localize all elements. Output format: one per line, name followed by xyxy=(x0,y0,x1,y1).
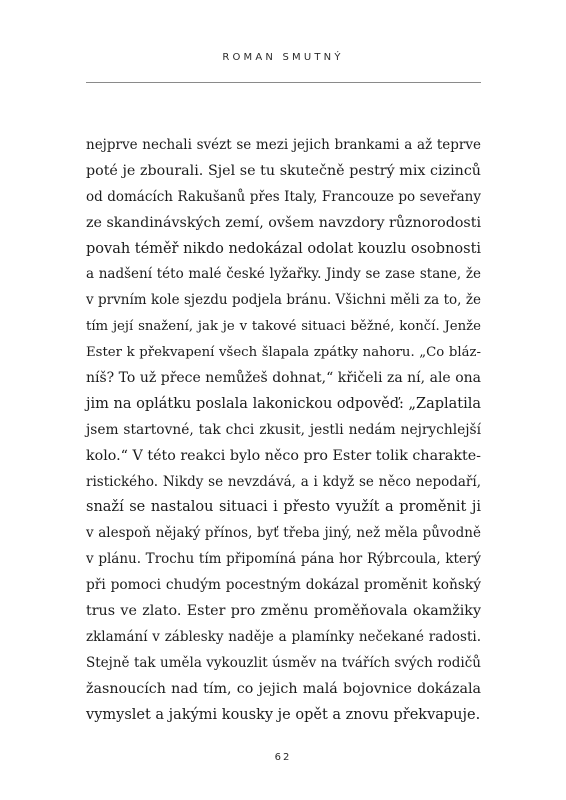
text-line: snaží se nastalou situaci i přesto využít a proměnit ji xyxy=(86,499,481,516)
text-line: níš? To už přece nemůžeš dohnat,“ křičeli za ní, ale ona xyxy=(86,370,481,387)
text-line: v prvním kole sjezdu podjela bránu. Všichni měli za to, že xyxy=(86,292,481,309)
text-line: při pomoci chudým pocestným dokázal proměnit koňský xyxy=(86,577,481,594)
text-line: poté je zbourali. Sjel se tu skutečně pestrý mix cizinců xyxy=(86,162,481,179)
text-line: ristického. Nikdy se nevzdává, a i když se něco nepodaří, xyxy=(86,473,481,490)
text-line: povah téměř nikdo nedokázal odolat kouzlu osobnosti xyxy=(86,240,482,257)
text-line: jsem startovné, tak chci zkusit, jestli nedám nejrychlejší xyxy=(86,421,481,438)
page-number: 62 xyxy=(274,752,292,763)
text-line: vymyslet a jakými kousky je opět a znovu překvapuje. xyxy=(86,706,481,723)
text-line: a nadšení této malé české lyžařky. Jindy se zase stane, že xyxy=(86,266,481,283)
text-line: jim na oplátku poslala lakonickou odpověď: „Zaplatila xyxy=(86,395,482,412)
text-line: trus ve zlato. Ester pro změnu proměňovala okamžiky xyxy=(86,603,481,620)
text-line: nejprve nechali svézt se mezi jejich brankami a až teprve xyxy=(86,137,481,153)
running-head-title: ROMAN SMUTNÝ xyxy=(222,52,344,63)
text-line: žasnoucích nad tím, co jejich malá bojovnice dokázala xyxy=(86,680,481,697)
text-line: tím její snažení, jak je v takové situaci běžné, končí. Jenže xyxy=(86,319,481,335)
header-rule xyxy=(86,82,481,83)
text-line: Stejně tak uměla vykouzlit úsměv na tvářích svých rodičů xyxy=(86,654,481,671)
text-line: zklamání v záblesky naděje a plamínky nečekané radosti. xyxy=(86,628,481,645)
text-line: v plánu. Trochu tím připomíná pána hor Rýbrcoula, který xyxy=(86,551,481,568)
text-line: od domácích Rakušanů přes Italy, Francouze po seveřany xyxy=(86,188,481,205)
text-line: Ester k překvapení všech šlapala zpátky nahoru. „Co bláz- xyxy=(86,345,481,361)
text-line: kolo.“ V této reakci bylo něco pro Ester tolik charakte- xyxy=(86,447,481,464)
body-text xyxy=(86,133,481,728)
text-line: ze skandinávských zemí, ovšem navzdory různorodosti xyxy=(86,214,481,231)
text-line: v alespoň nějaký přínos, byť třeba jiný, než měla původně xyxy=(86,525,481,542)
